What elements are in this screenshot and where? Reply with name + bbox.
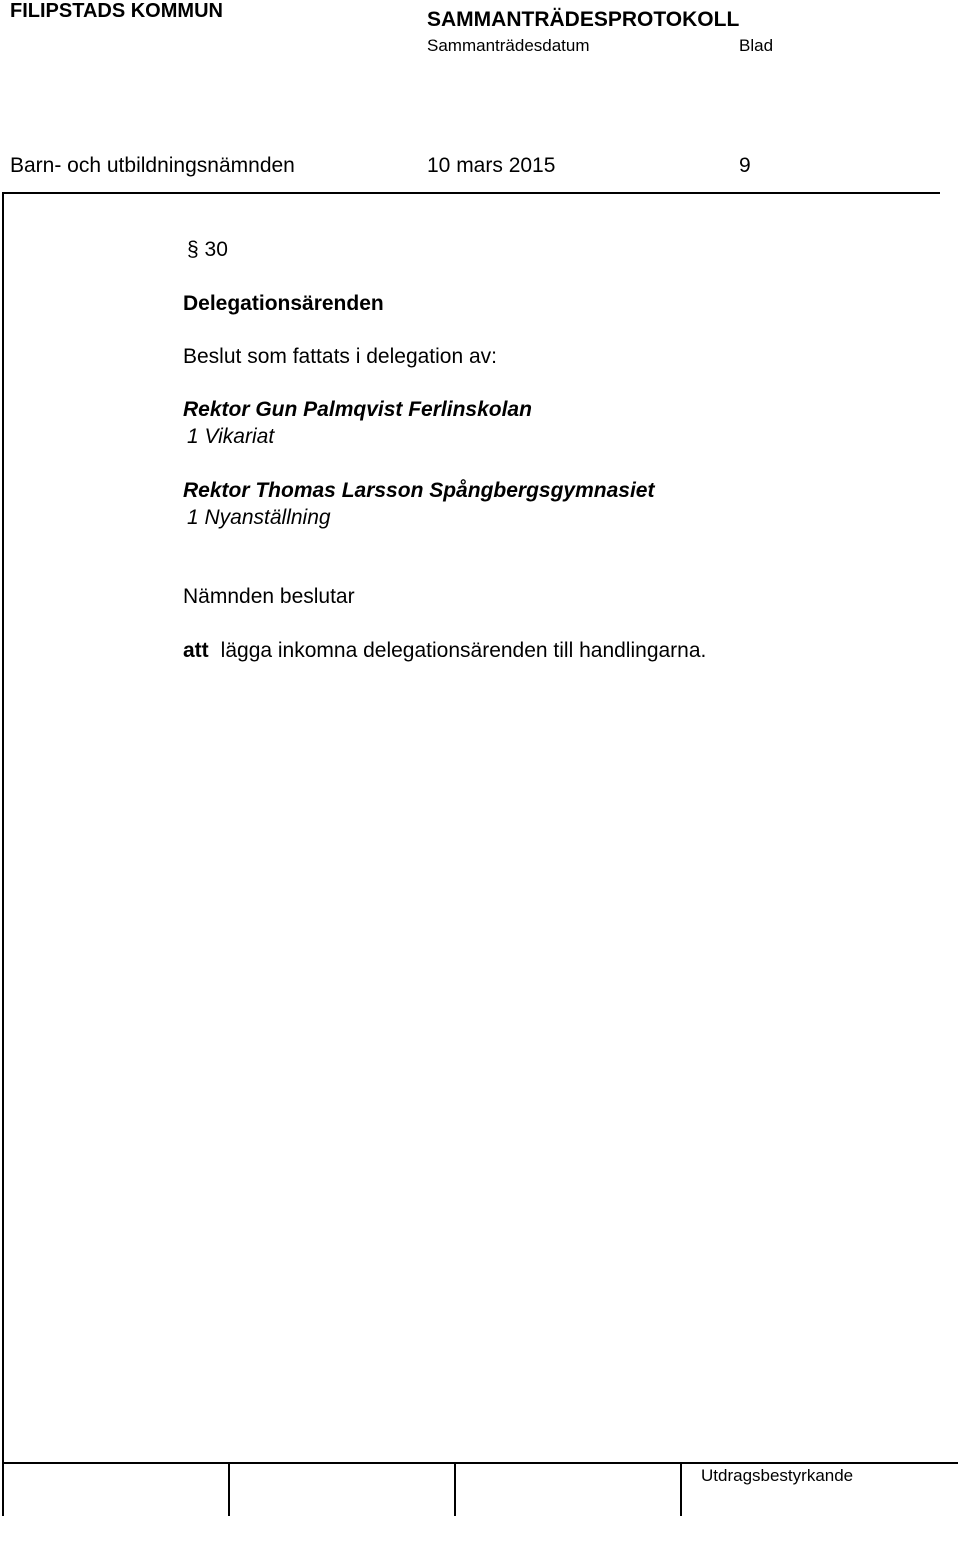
paragraph-number: § 30 bbox=[187, 238, 228, 261]
decision-line bbox=[183, 639, 706, 663]
signature-cell-divider bbox=[228, 1462, 230, 1516]
signature-cell-divider bbox=[680, 1462, 682, 1516]
footer-divider bbox=[2, 1462, 958, 1464]
decision-heading: Nämnden beslutar bbox=[183, 585, 355, 608]
delegate-item: 1 Nyanställning bbox=[187, 506, 331, 529]
decision-text: lägga inkomna delegationsärenden till handlingarna. bbox=[220, 639, 707, 662]
meeting-date-label: Sammanträdesdatum bbox=[427, 36, 590, 55]
document-type: SAMMANTRÄDESPROTOKOLL bbox=[427, 8, 740, 31]
delegate-item: 1 Vikariat bbox=[187, 425, 275, 448]
section-title: Delegationsärenden bbox=[183, 292, 384, 315]
certification-label: Utdragsbestyrkande bbox=[701, 1466, 854, 1485]
decision-att: att bbox=[183, 639, 209, 662]
page-number: 9 bbox=[739, 154, 751, 177]
committee-name: Barn- och utbildningsnämnden bbox=[10, 154, 295, 177]
signature-cell-divider bbox=[454, 1462, 456, 1516]
delegate-person: Rektor Gun Palmqvist Ferlinskolan bbox=[183, 398, 532, 421]
section-intro: Beslut som fattats i delegation av: bbox=[183, 345, 498, 368]
header-divider bbox=[2, 192, 940, 194]
organization-name: FILIPSTADS KOMMUN bbox=[10, 0, 223, 22]
left-margin-line bbox=[2, 192, 4, 1516]
delegate-person: Rektor Thomas Larsson Spångbergsgymnasiet bbox=[183, 479, 655, 502]
page-label: Blad bbox=[739, 36, 774, 55]
meeting-date: 10 mars 2015 bbox=[427, 154, 556, 177]
